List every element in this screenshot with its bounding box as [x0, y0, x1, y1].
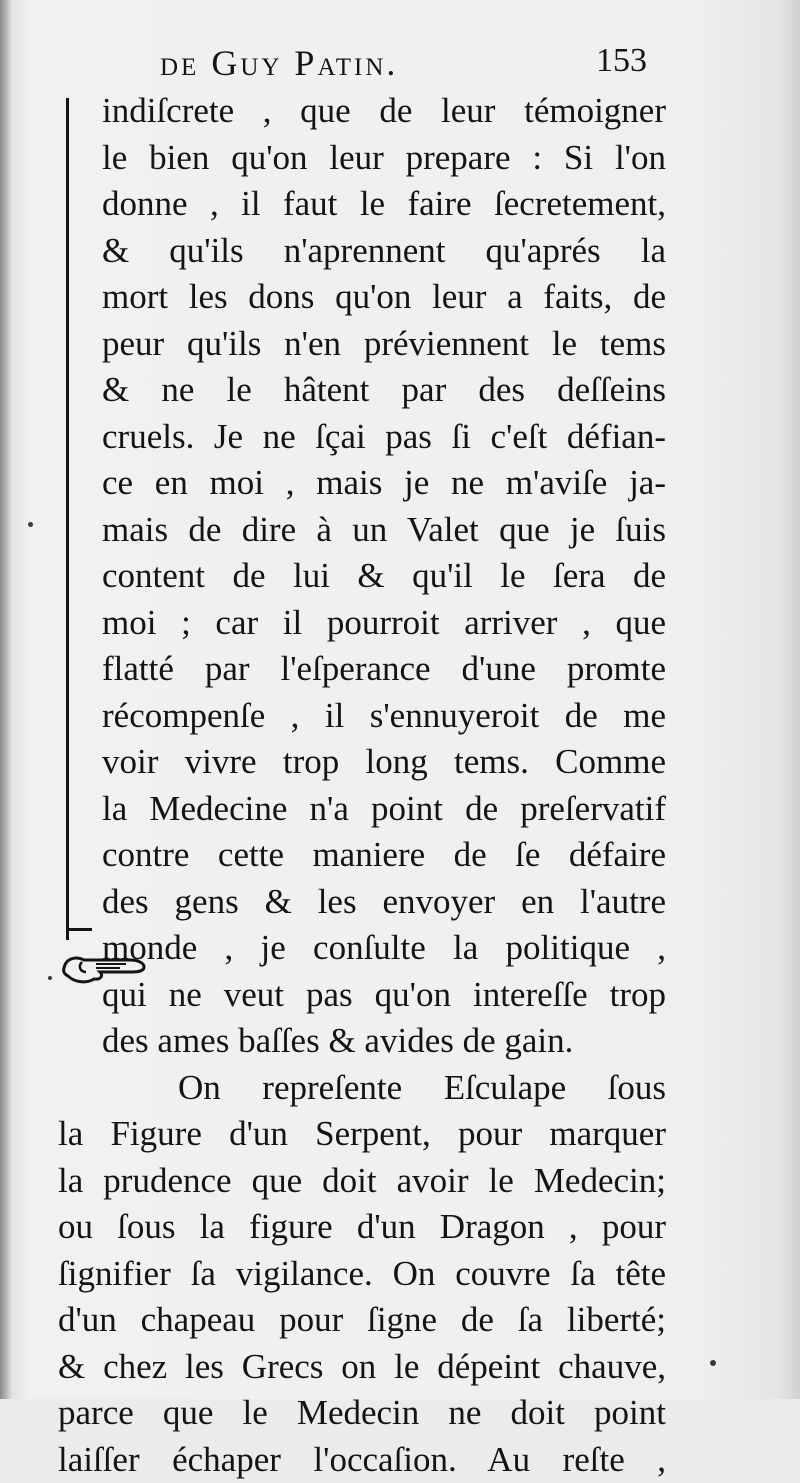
- text-line: des ames baſſes & avides de gain.: [58, 1018, 666, 1065]
- text-line: monde , je conſulte la politique ,: [58, 925, 666, 972]
- paper-speck: [48, 976, 52, 980]
- text-line: donne , il faut le faire ſecretement,: [58, 181, 666, 228]
- text-line: voir vivre trop long tems. Comme: [58, 739, 666, 786]
- paragraph: [58, 1065, 666, 1483]
- text-line: On repreſente Eſculape ſous: [178, 1068, 666, 1107]
- manicule-icon: [60, 950, 150, 986]
- spine-shadow: [0, 0, 12, 1399]
- text-line: mais de dire à un Valet que je ſuis: [58, 507, 666, 554]
- text-line: ou ſous la figure d'un Dragon , pour: [58, 1204, 666, 1251]
- page-header: [160, 42, 660, 92]
- text-line: content de lui & qu'il le ſera de: [58, 553, 666, 600]
- text-line: le bien qu'on leur prepare : Si l'on: [58, 135, 666, 182]
- text-line: récompenſe , il s'ennuyeroit de me: [58, 693, 666, 740]
- page-number: 153: [596, 42, 647, 80]
- text-line: cruels. Je ne ſçai pas ſi c'eſt défian-: [58, 414, 666, 461]
- text-line: laiſſer échaper l'occaſion. Au reſte ,: [58, 1437, 666, 1483]
- paragraph-first-line: [58, 1065, 666, 1112]
- text-line: parce que le Medecin ne doit point: [58, 1390, 666, 1437]
- text-line: ce en moi , mais je ne m'aviſe ja-: [58, 460, 666, 507]
- text-line: d'un chapeau pour ſigne de ſa liberté;: [58, 1297, 666, 1344]
- text-line: la prudence que doit avoir le Medecin;: [58, 1158, 666, 1205]
- body-text: [58, 88, 666, 1483]
- text-line: & chez les Grecs on le dépeint chauve,: [58, 1344, 666, 1391]
- text-line: peur qu'ils n'en préviennent le tems: [58, 321, 666, 368]
- quoted-passage: [58, 88, 666, 1065]
- text-line: indiſcrete , que de leur témoigner: [58, 88, 666, 135]
- text-line: la Figure d'un Serpent, pour marquer: [58, 1111, 666, 1158]
- running-head: de Guy Patin.: [160, 42, 398, 84]
- paper-speck: [710, 1360, 716, 1366]
- text-line: qui ne veut pas qu'on intereſſe trop: [58, 972, 666, 1019]
- text-line: la Medecine n'a point de preſervatif: [58, 786, 666, 833]
- text-line: & qu'ils n'aprennent qu'aprés la: [58, 228, 666, 275]
- text-line: & ne le hâtent par des deſſeins: [58, 367, 666, 414]
- text-line: flatté par l'eſperance d'une promte: [58, 646, 666, 693]
- text-line: contre cette maniere de ſe défaire: [58, 832, 666, 879]
- text-line: ſignifier ſa vigilance. On couvre ſa tête: [58, 1251, 666, 1298]
- text-line: des gens & les envoyer en l'autre: [58, 879, 666, 926]
- text-line: mort les dons qu'on leur a faits, de: [58, 274, 666, 321]
- text-line: moi ; car il pourroit arriver , que: [58, 600, 666, 647]
- paper-speck: [28, 522, 33, 527]
